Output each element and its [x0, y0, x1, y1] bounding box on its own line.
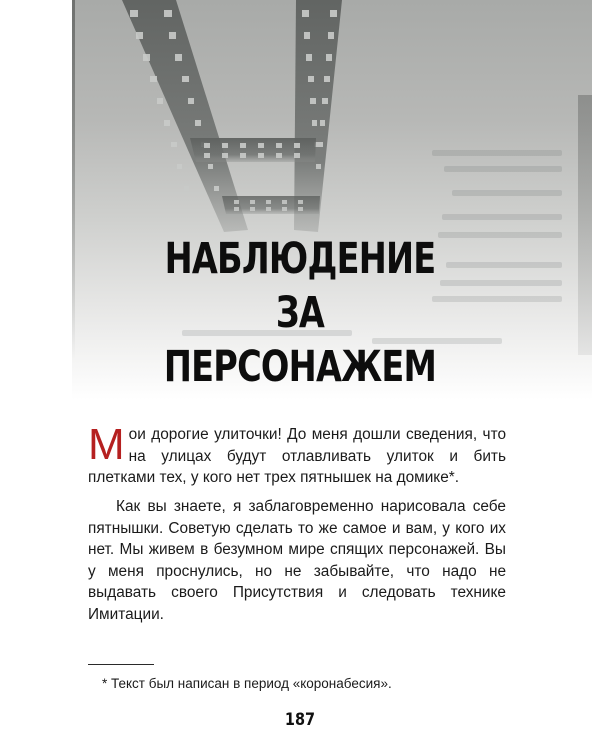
drop-cap: М	[88, 420, 125, 469]
chapter-title	[144, 232, 456, 394]
paragraph-1	[88, 420, 506, 489]
paragraph-1-text: ои дорогие улиточки! До меня дошли сведения, что на улицах будут отлавливать улиток и бить плетками тех, у кого нет трех пятнышек на домике*.	[88, 426, 506, 486]
chapter-title-line-1: НАБЛЮДЕНИЕ	[164, 234, 436, 284]
film-strip-icon	[72, 0, 592, 245]
footnote: * Текст был написан в период «коронабесия».	[102, 676, 392, 691]
page-number: 187	[284, 710, 316, 730]
footnote-divider	[88, 664, 154, 665]
chapter-title-line-2: ЗА ПЕРСОНАЖЕМ	[163, 288, 437, 392]
paragraph-2: Как вы знаете, я заблаговременно нарисовала себе пятнышки. Советую сделать то же самое и вам, у кого их нет. Мы живем в безумном мире спящих персонажей. Вы у меня проснулись, но не забывайте, что надо не выдавать своего Присутствия и следовать технике Имитации.	[88, 498, 506, 623]
